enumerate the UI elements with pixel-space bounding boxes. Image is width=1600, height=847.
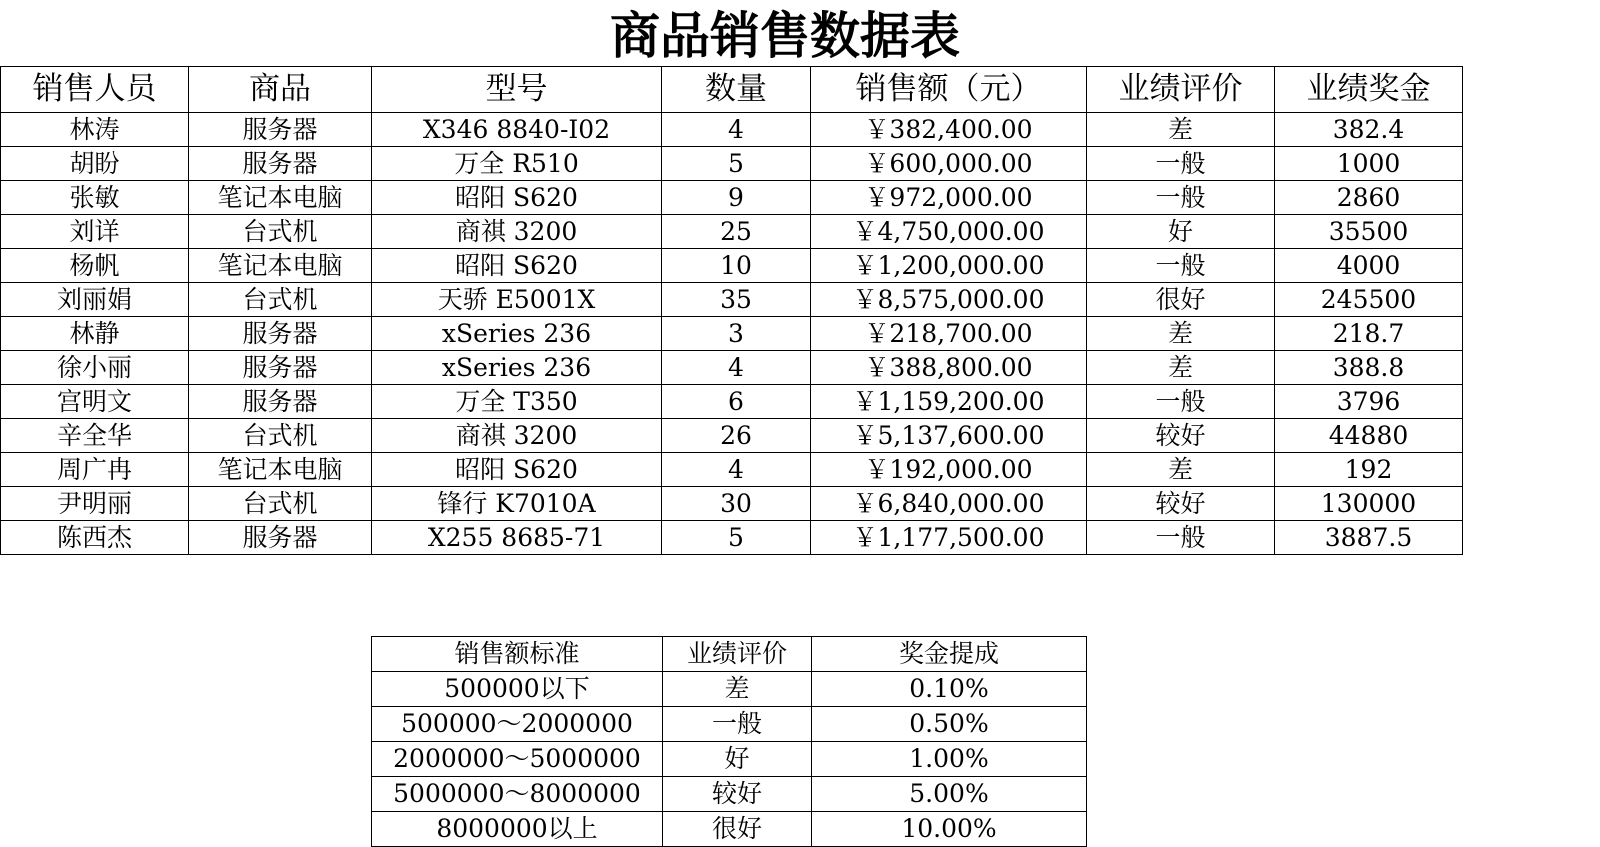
sales-row bbox=[1, 215, 1463, 249]
performance-cell[interactable]: 较好 bbox=[663, 777, 812, 812]
product-cell[interactable]: 台式机 bbox=[189, 283, 372, 317]
quantity-cell[interactable]: 25 bbox=[662, 215, 811, 249]
standard-row bbox=[372, 672, 1087, 707]
performance-cell[interactable]: 一般 bbox=[1087, 385, 1275, 419]
bonus-cell[interactable]: 192 bbox=[1275, 453, 1463, 487]
header-product[interactable]: 商品 bbox=[189, 67, 372, 113]
product-cell[interactable]: 台式机 bbox=[189, 419, 372, 453]
bonus-cell[interactable]: 2860 bbox=[1275, 181, 1463, 215]
bonus-cell[interactable]: 1000 bbox=[1275, 147, 1463, 181]
sales-row bbox=[1, 283, 1463, 317]
performance-cell[interactable]: 好 bbox=[663, 742, 812, 777]
model-cell[interactable]: 天骄 E5001X bbox=[372, 283, 662, 317]
bonus-cell[interactable]: 245500 bbox=[1275, 283, 1463, 317]
product-cell[interactable]: 笔记本电脑 bbox=[189, 249, 372, 283]
product-cell[interactable]: 台式机 bbox=[189, 215, 372, 249]
commission-cell[interactable]: 0.10% bbox=[812, 672, 1087, 707]
sales-amount-cell[interactable]: ￥1,159,200.00 bbox=[811, 385, 1087, 419]
sales-amount-cell[interactable]: ￥218,700.00 bbox=[811, 317, 1087, 351]
sales-row bbox=[1, 249, 1463, 283]
salesperson-cell[interactable]: 辛全华 bbox=[1, 419, 189, 453]
performance-cell[interactable]: 较好 bbox=[1087, 419, 1275, 453]
model-cell[interactable]: xSeries 236 bbox=[372, 351, 662, 385]
sales-row bbox=[1, 113, 1463, 147]
salesperson-cell[interactable]: 张敏 bbox=[1, 181, 189, 215]
header-bonus[interactable]: 业绩奖金 bbox=[1275, 67, 1463, 113]
salesperson-cell[interactable]: 徐小丽 bbox=[1, 351, 189, 385]
performance-cell[interactable]: 差 bbox=[1087, 453, 1275, 487]
model-cell[interactable]: 昭阳 S620 bbox=[372, 249, 662, 283]
sales-amount-cell[interactable]: ￥4,750,000.00 bbox=[811, 215, 1087, 249]
performance-cell[interactable]: 很好 bbox=[663, 812, 812, 847]
salesperson-cell[interactable]: 陈西杰 bbox=[1, 521, 189, 555]
commission-cell[interactable]: 1.00% bbox=[812, 742, 1087, 777]
salesperson-cell[interactable]: 杨帆 bbox=[1, 249, 189, 283]
sales-standard-cell[interactable]: 500000以下 bbox=[372, 672, 663, 707]
model-cell[interactable]: xSeries 236 bbox=[372, 317, 662, 351]
quantity-cell[interactable]: 3 bbox=[662, 317, 811, 351]
performance-cell[interactable]: 很好 bbox=[1087, 283, 1275, 317]
model-cell[interactable]: 锋行 K7010A bbox=[372, 487, 662, 521]
commission-cell[interactable]: 5.00% bbox=[812, 777, 1087, 812]
quantity-cell[interactable]: 10 bbox=[662, 249, 811, 283]
product-cell[interactable]: 服务器 bbox=[189, 521, 372, 555]
performance-cell[interactable]: 较好 bbox=[1087, 487, 1275, 521]
model-cell[interactable]: 商祺 3200 bbox=[372, 419, 662, 453]
header-quantity[interactable]: 数量 bbox=[662, 67, 811, 113]
model-cell[interactable]: 万全 R510 bbox=[372, 147, 662, 181]
quantity-cell[interactable]: 4 bbox=[662, 453, 811, 487]
bonus-cell[interactable]: 35500 bbox=[1275, 215, 1463, 249]
model-cell[interactable]: 商祺 3200 bbox=[372, 215, 662, 249]
bonus-cell[interactable]: 130000 bbox=[1275, 487, 1463, 521]
sales-amount-cell[interactable]: ￥8,575,000.00 bbox=[811, 283, 1087, 317]
header-sales-standard[interactable]: 销售额标准 bbox=[372, 637, 663, 672]
standard-row bbox=[372, 707, 1087, 742]
sales-amount-cell[interactable]: ￥1,200,000.00 bbox=[811, 249, 1087, 283]
standard-row bbox=[372, 742, 1087, 777]
quantity-cell[interactable]: 4 bbox=[662, 351, 811, 385]
bonus-cell[interactable]: 382.4 bbox=[1275, 113, 1463, 147]
quantity-cell[interactable]: 6 bbox=[662, 385, 811, 419]
model-cell[interactable]: 万全 T350 bbox=[372, 385, 662, 419]
header-commission[interactable]: 奖金提成 bbox=[812, 637, 1087, 672]
sales-amount-cell[interactable]: ￥600,000.00 bbox=[811, 147, 1087, 181]
header-sales-amount[interactable]: 销售额（元） bbox=[811, 67, 1087, 113]
bonus-cell[interactable]: 3796 bbox=[1275, 385, 1463, 419]
product-cell[interactable]: 服务器 bbox=[189, 147, 372, 181]
performance-cell[interactable]: 差 bbox=[1087, 317, 1275, 351]
product-cell[interactable]: 笔记本电脑 bbox=[189, 181, 372, 215]
product-cell[interactable]: 服务器 bbox=[189, 351, 372, 385]
standard-row bbox=[372, 812, 1087, 847]
salesperson-cell[interactable]: 刘详 bbox=[1, 215, 189, 249]
salesperson-cell[interactable]: 刘丽娟 bbox=[1, 283, 189, 317]
sales-amount-cell[interactable]: ￥6,840,000.00 bbox=[811, 487, 1087, 521]
quantity-cell[interactable]: 4 bbox=[662, 113, 811, 147]
commission-cell[interactable]: 0.50% bbox=[812, 707, 1087, 742]
quantity-cell[interactable]: 5 bbox=[662, 147, 811, 181]
commission-cell[interactable]: 10.00% bbox=[812, 812, 1087, 847]
performance-cell[interactable]: 一般 bbox=[1087, 521, 1275, 555]
bonus-cell[interactable]: 388.8 bbox=[1275, 351, 1463, 385]
bonus-cell[interactable]: 4000 bbox=[1275, 249, 1463, 283]
product-cell[interactable]: 笔记本电脑 bbox=[189, 453, 372, 487]
sales-row bbox=[1, 453, 1463, 487]
sales-amount-cell[interactable]: ￥5,137,600.00 bbox=[811, 419, 1087, 453]
sales-standard-cell[interactable]: 2000000～5000000 bbox=[372, 742, 663, 777]
header-model[interactable]: 型号 bbox=[372, 67, 662, 113]
sales-amount-cell[interactable]: ￥382,400.00 bbox=[811, 113, 1087, 147]
bonus-standard-table bbox=[371, 636, 1087, 847]
sales-standard-cell[interactable]: 5000000～8000000 bbox=[372, 777, 663, 812]
sales-row bbox=[1, 419, 1463, 453]
quantity-cell[interactable]: 26 bbox=[662, 419, 811, 453]
performance-cell[interactable]: 一般 bbox=[1087, 249, 1275, 283]
standard-row bbox=[372, 777, 1087, 812]
performance-cell[interactable]: 一般 bbox=[1087, 181, 1275, 215]
sales-row bbox=[1, 521, 1463, 555]
salesperson-cell[interactable]: 周广冉 bbox=[1, 453, 189, 487]
sales-row bbox=[1, 385, 1463, 419]
product-cell[interactable]: 服务器 bbox=[189, 385, 372, 419]
sales-amount-cell[interactable]: ￥192,000.00 bbox=[811, 453, 1087, 487]
sales-row bbox=[1, 351, 1463, 385]
sales-data-table bbox=[0, 66, 1463, 555]
product-cell[interactable]: 台式机 bbox=[189, 487, 372, 521]
sales-amount-cell[interactable]: ￥972,000.00 bbox=[811, 181, 1087, 215]
model-cell[interactable]: X255 8685-71 bbox=[372, 521, 662, 555]
salesperson-cell[interactable]: 林涛 bbox=[1, 113, 189, 147]
performance-cell[interactable]: 差 bbox=[663, 672, 812, 707]
salesperson-cell[interactable]: 胡盼 bbox=[1, 147, 189, 181]
product-cell[interactable]: 服务器 bbox=[189, 113, 372, 147]
header-salesperson[interactable]: 销售人员 bbox=[1, 67, 189, 113]
performance-cell[interactable]: 差 bbox=[1087, 113, 1275, 147]
bonus-cell[interactable]: 44880 bbox=[1275, 419, 1463, 453]
sales-row bbox=[1, 317, 1463, 351]
bonus-cell[interactable]: 218.7 bbox=[1275, 317, 1463, 351]
sales-amount-cell[interactable]: ￥1,177,500.00 bbox=[811, 521, 1087, 555]
sales-amount-cell[interactable]: ￥388,800.00 bbox=[811, 351, 1087, 385]
header-performance[interactable]: 业绩评价 bbox=[1087, 67, 1275, 113]
standard-header-row bbox=[372, 637, 1087, 672]
sales-row bbox=[1, 487, 1463, 521]
performance-cell[interactable]: 差 bbox=[1087, 351, 1275, 385]
sales-header-row bbox=[1, 67, 1463, 113]
header-standard-performance[interactable]: 业绩评价 bbox=[663, 637, 812, 672]
performance-cell[interactable]: 一般 bbox=[1087, 147, 1275, 181]
quantity-cell[interactable]: 35 bbox=[662, 283, 811, 317]
product-cell[interactable]: 服务器 bbox=[189, 317, 372, 351]
sales-row bbox=[1, 147, 1463, 181]
sales-standard-cell[interactable]: 8000000以上 bbox=[372, 812, 663, 847]
model-cell[interactable]: X346 8840-I02 bbox=[372, 113, 662, 147]
performance-cell[interactable]: 一般 bbox=[663, 707, 812, 742]
quantity-cell[interactable]: 5 bbox=[662, 521, 811, 555]
page-title: 商品销售数据表 bbox=[610, 7, 960, 65]
sales-standard-cell[interactable]: 500000～2000000 bbox=[372, 707, 663, 742]
quantity-cell[interactable]: 9 bbox=[662, 181, 811, 215]
model-cell[interactable]: 昭阳 S620 bbox=[372, 453, 662, 487]
performance-cell[interactable]: 好 bbox=[1087, 215, 1275, 249]
model-cell[interactable]: 昭阳 S620 bbox=[372, 181, 662, 215]
quantity-cell[interactable]: 30 bbox=[662, 487, 811, 521]
salesperson-cell[interactable]: 宫明文 bbox=[1, 385, 189, 419]
salesperson-cell[interactable]: 林静 bbox=[1, 317, 189, 351]
salesperson-cell[interactable]: 尹明丽 bbox=[1, 487, 189, 521]
sales-row bbox=[1, 181, 1463, 215]
bonus-cell[interactable]: 3887.5 bbox=[1275, 521, 1463, 555]
